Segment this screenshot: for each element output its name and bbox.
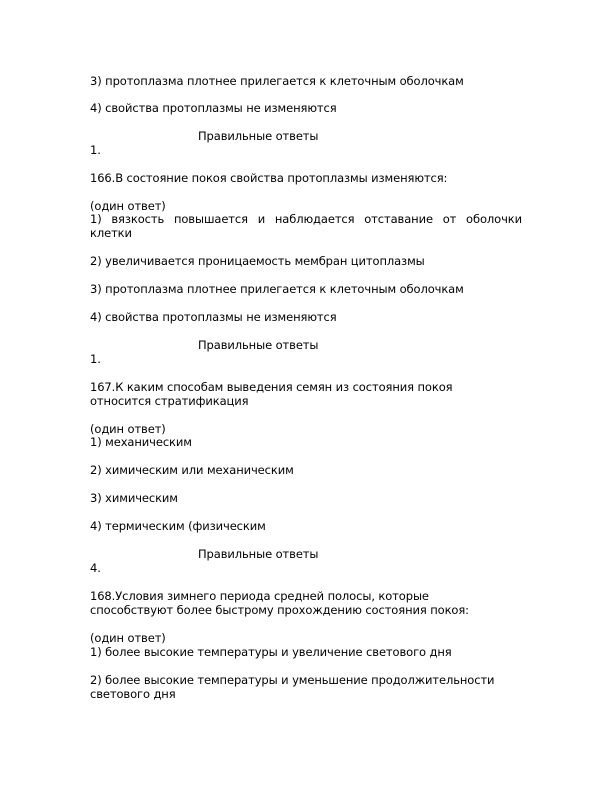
question-168-option-1: 1) более высокие температуры и увеличение светового дня <box>90 645 452 659</box>
prev-answer: 1. <box>90 143 101 157</box>
question-168-title-line-1: 168.Условия зимнего периода средней полосы, которые <box>90 589 429 603</box>
question-168-hint: (один ответ) <box>90 631 166 645</box>
question-166-option-1-line-1: 1) вязкость повышается и наблюдается отставание от оболочки <box>90 212 522 226</box>
prev-answers-header: Правильные ответы <box>198 129 319 143</box>
question-167-answers-header: Правильные ответы <box>198 547 319 561</box>
question-166-option-2: 2) увеличивается проницаемость мембран цитоплазмы <box>90 254 425 268</box>
question-166-answers-header: Правильные ответы <box>198 338 319 352</box>
question-166-title: 166.В состояние покоя свойства протоплазмы изменяются: <box>90 171 448 185</box>
question-166-hint: (один ответ) <box>90 199 166 213</box>
prev-option-3: 3) протоплазма плотнее прилегается к клеточным оболочкам <box>90 74 464 88</box>
question-166-option-3: 3) протоплазма плотнее прилегается к клеточным оболочкам <box>90 282 464 296</box>
question-168-title-line-2: способствуют более быстрому прохождению состояния покоя: <box>90 603 469 617</box>
question-166-answer: 1. <box>90 352 101 366</box>
question-167-answer: 4. <box>90 561 101 575</box>
question-167-hint: (один ответ) <box>90 422 166 436</box>
question-167-option-2: 2) химическим или механическим <box>90 463 294 477</box>
question-166-option-1-line-2: клетки <box>90 226 132 240</box>
question-168-option-2-line-1: 2) более высокие температуры и уменьшение продолжительности <box>90 673 495 687</box>
question-168-option-2-line-2: светового дня <box>90 687 176 701</box>
question-167-option-1: 1) механическим <box>90 435 192 449</box>
question-167-option-3: 3) химическим <box>90 491 178 505</box>
question-167-option-4: 4) термическим (физическим <box>90 519 266 533</box>
question-166-option-4: 4) свойства протоплазмы не изменяются <box>90 310 337 324</box>
prev-option-4: 4) свойства протоплазмы не изменяются <box>90 101 337 115</box>
question-167-title-line-1: 167.К каким способам выведения семян из состояния покоя <box>90 380 453 394</box>
question-167-title-line-2: относится стратификация <box>90 394 249 408</box>
